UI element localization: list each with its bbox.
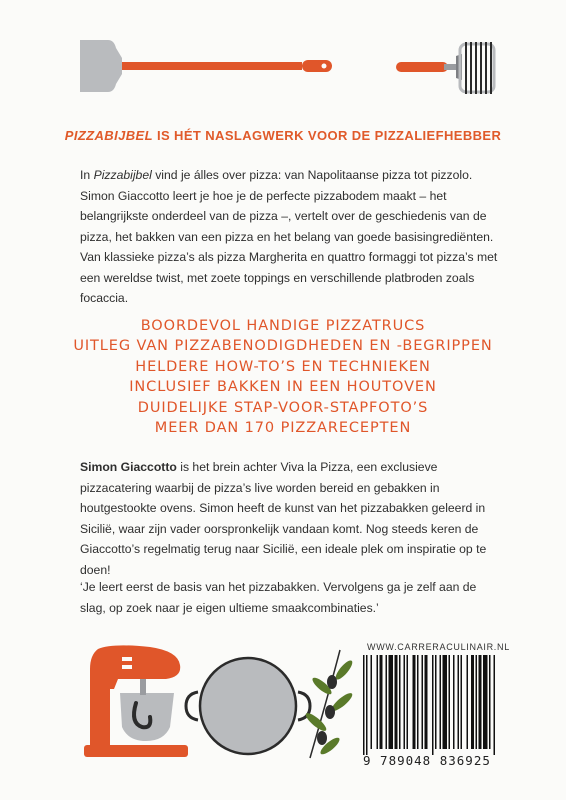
olive-branch-icon — [300, 646, 356, 766]
headline-text: IS HÉT NASLAGWERK VOOR DE PIZZALIEFHEBBER — [152, 128, 502, 143]
author-bio — [80, 457, 500, 580]
quote: ‘Je leert eerst de basis van het pizzabakken. Vervolgens ga je zelf aan de slag, op zoek naar je eigen ultieme smaakcombinaties.’ — [80, 580, 477, 615]
pizza-peel-icon — [78, 36, 358, 96]
intro-text: vind je álles over pizza: van Napolitaanse pizza tot pizzolo. Simon Giaccotto leert je hoe je de perfecte pizzabodem maakt – het belangrijkste onderdeel van de pizza –, vertelt over de geschiedenis van de pizza, het bakken van een pizza en het belang van goede basisingrediënten. Van klassieke pizza’s als pizza Margherita en quattro formaggi tot pizza’s met een wereldse twist, met zoete toppings en verschillende platbroden zoals focaccia. — [80, 168, 498, 305]
feature-list — [0, 316, 566, 438]
headline — [0, 128, 566, 143]
feature-item: UITLEG VAN PIZZABENODIGDHEDEN EN -BEGRIPPEN — [73, 338, 493, 355]
barcode — [361, 655, 546, 755]
author-name: Simon Giaccotto — [80, 460, 177, 474]
feature-item: DUIDELIJKE STAP-VOOR-STAPFOTO’S — [137, 399, 429, 416]
pizza-cutter-icon — [396, 36, 536, 102]
feature-item: HELDERE HOW-TO’S EN TECHNIEKEN — [135, 358, 431, 375]
headline-book-title: PIZZABIJBEL — [64, 128, 153, 143]
website-url: WWW.CARRERACULINAIR.NL — [367, 642, 510, 652]
feature-item: INCLUSIEF BAKKEN IN EEN HOUTOVEN — [129, 379, 437, 396]
feature-item: MEER DAN 170 PIZZARECEPTEN — [154, 420, 412, 437]
intro-paragraph — [80, 165, 500, 309]
isbn-number: 9 789048 836925 — [363, 753, 491, 768]
pizza-pan-icon — [184, 648, 312, 766]
intro-book-title: Pizzabijbel — [93, 168, 152, 182]
author-bio-text: is het brein achter Viva la Pizza, een exclusieve pizzacatering waarbij de pizza’s live worden bereid en gebakken in houtgestookte ovens. Simon heeft de kunst van het pizzabakken geleerd in Sicilië, waar zijn vader oorspronkelijk vandaan komt. Nog steeds keren de Giaccotto’s regelmatig terug naar Sicilië, een ideale plek om inspiratie op te doen! — [80, 460, 487, 577]
stand-mixer-icon — [78, 643, 188, 763]
feature-item: BOORDEVOL HANDIGE PIZZATRUCS — [140, 318, 426, 334]
intro-lead: In — [80, 168, 94, 182]
